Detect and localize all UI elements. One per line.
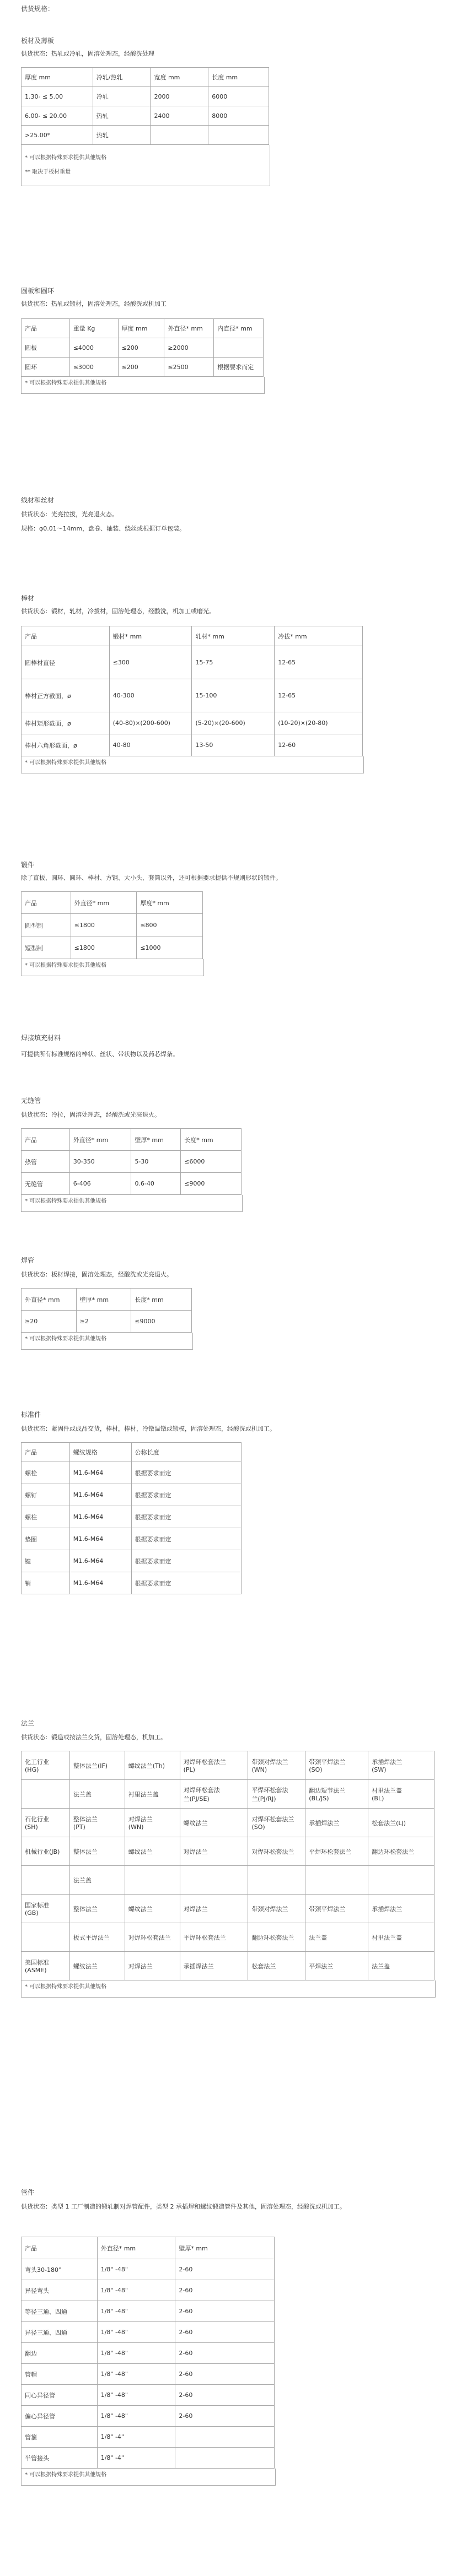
table-cell: 2-60 (175, 2322, 275, 2343)
table-cell: 弯头30-180° (22, 2259, 98, 2280)
table-cell: 热轧 (93, 106, 151, 126)
table-cell: 根据要求而定 (131, 1550, 241, 1572)
table-row (22, 2448, 275, 2469)
table-cell: 键 (22, 1550, 70, 1572)
table-header-cell: 外直径* mm (71, 892, 137, 914)
table-row (22, 2280, 275, 2301)
wire-desc-2: 规格：φ0.01～14mm，盘卷、轴装、绕丝或根据订单包装。 (21, 525, 186, 532)
table-row (22, 712, 363, 734)
pipefit-table (21, 2237, 275, 2469)
table-cell: ≥2 (76, 1311, 131, 1333)
table-cell: 12-65 (275, 679, 363, 712)
table-row (22, 2301, 275, 2322)
table-cell: ≤200 (118, 358, 164, 377)
pipefit-note: * 可以根据特殊要求提供其他规格 (21, 2469, 276, 2486)
table-header-cell: 螺纹规格 (69, 1443, 131, 1462)
table-cell: M1.6-M64 (69, 1528, 131, 1550)
table-cell: 松套法兰 (248, 1952, 305, 1980)
table-header-cell: 厚度 mm (22, 68, 93, 87)
table-cell: 管帽 (22, 2364, 98, 2385)
table-cell: 承插焊法兰 (180, 1952, 248, 1980)
pipefit-section (21, 2188, 440, 2486)
table-header-cell: 锻材* mm (109, 626, 192, 646)
table-cell: 带颈平焊法兰 (305, 1895, 368, 1923)
table-cell: 平焊环松套法兰 (180, 1923, 248, 1952)
table-header-cell: 厚度* mm (137, 892, 203, 914)
plate-heading: 板材及薄板 (21, 37, 55, 45)
table-cell: 1/8" -48" (97, 2259, 175, 2280)
table-row (22, 1484, 242, 1506)
plate-note-1: * 可以根据特殊要求提供其他规格 (25, 155, 107, 161)
table-cell: 对焊法兰 (125, 1952, 180, 1980)
table-cell: 平焊环松套法 兰(PJ/RJ) (248, 1780, 305, 1809)
table-header-cell: 公称长度 (131, 1443, 241, 1462)
table-header-cell: 外直径* mm (69, 1129, 131, 1151)
table-cell: 对焊环松套法兰 (PL) (180, 1751, 248, 1780)
plate-table (21, 67, 269, 145)
table-cell: 平焊环松套法兰 (305, 1837, 368, 1866)
table-cell: 圆棒材直径 (22, 646, 110, 679)
table-cell: 法兰盖 (368, 1952, 434, 1980)
pipefit-desc: 供货状态：类型 1 工厂制造的锻轧制对焊管配件，类型 2 承插焊和螺纹锻造管件及其他，固溶处理态，经酸洗或机加工。 (21, 2203, 346, 2210)
table-cell (368, 1866, 434, 1895)
seamless-heading: 无缝管 (21, 1097, 41, 1105)
table-row (22, 1311, 192, 1333)
table-cell: ≤300 (109, 646, 192, 679)
table-cell: M1.6-M64 (69, 1462, 131, 1484)
table-header-cell: 产品 (22, 1129, 70, 1151)
table-cell: 法兰盖 (69, 1866, 125, 1895)
flange-note: * 可以根据特殊要求提供其他规格 (21, 1980, 436, 1998)
table-cell: 对焊环松套法兰 (125, 1923, 180, 1952)
table-cell: 同心异径管 (22, 2385, 98, 2406)
table-row (22, 1506, 242, 1528)
table-cell: 40-300 (109, 679, 192, 712)
table-cell: 异径弯头 (22, 2280, 98, 2301)
table-row (22, 1895, 434, 1923)
flange-desc: 供货状态：锻造或按法兰交货，固溶处理态，机加工。 (21, 1734, 167, 1741)
welded-section (21, 1256, 440, 1350)
table-cell: ≤1000 (137, 937, 203, 959)
table-header-cell: 壁厚* mm (76, 1289, 131, 1311)
table-cell: 30-350 (69, 1151, 131, 1173)
table-cell: 翻边短节法兰 (BL/JS) (305, 1780, 368, 1809)
table-cell: ≤800 (137, 914, 203, 937)
table-cell: 5-30 (131, 1151, 181, 1173)
table-header-cell: 产品 (22, 1443, 70, 1462)
table-cell: 对焊法兰 (WN) (125, 1809, 180, 1837)
intro-title: 供货规格： (21, 5, 55, 13)
table-cell (214, 338, 264, 358)
table-cell: 板式平焊法兰 (69, 1923, 125, 1952)
table-cell: 2-60 (175, 2364, 275, 2385)
forging-table (21, 891, 203, 959)
table-cell: 8000 (208, 106, 269, 126)
table-cell: 1/8" -48" (97, 2364, 175, 2385)
disc-table (21, 318, 264, 377)
table-cell: M1.6-M64 (69, 1506, 131, 1528)
welding-heading: 焊接填充材料 (21, 1034, 61, 1042)
table-cell: 对焊法兰 (180, 1895, 248, 1923)
table-cell: (10-20)×(20-80) (275, 712, 363, 734)
table-cell: (5-20)×(20-600) (192, 712, 275, 734)
table-cell: ≤9000 (181, 1173, 242, 1195)
table-row (22, 2322, 275, 2343)
table-row (22, 338, 264, 358)
table-cell: 1.30- ≤ 5.00 (22, 87, 93, 106)
table-cell: ≤1800 (71, 937, 137, 959)
welded-heading: 焊管 (21, 1257, 35, 1264)
table-cell: >25.00* (22, 126, 93, 145)
table-cell: 1/8" -4" (97, 2427, 175, 2448)
table-cell: 根据要求而定 (131, 1572, 241, 1594)
table-cell: 对焊环松套法兰 (248, 1837, 305, 1866)
table-row (22, 1866, 434, 1895)
table-cell (22, 1923, 70, 1952)
table-row (22, 1528, 242, 1550)
table-cell: 1/8" -48" (97, 2343, 175, 2364)
table-cell: 衬里法兰盖 (368, 1923, 434, 1952)
table-cell (125, 1866, 180, 1895)
flange-table (21, 1751, 434, 1980)
welded-desc: 供货状态：板材焊接，固溶处理态，经酸洗或光亮退火。 (21, 1271, 173, 1278)
table-cell: 石化行业 (SH) (22, 1809, 70, 1837)
table-header-cell: 冷拔* mm (275, 626, 363, 646)
table-cell: 根据要求而定 (131, 1462, 241, 1484)
fastener-table (21, 1442, 242, 1594)
table-cell: 整体法兰(IF) (69, 1751, 125, 1780)
table-cell: 热轧 (93, 126, 151, 145)
table-cell: 偏心异径管 (22, 2406, 98, 2427)
table-cell: 美国标准 (ASME) (22, 1952, 70, 1980)
table-cell (22, 1866, 70, 1895)
table-cell: 带颈平焊法兰 (SO) (305, 1751, 368, 1780)
table-cell: 平焊法兰 (305, 1952, 368, 1980)
table-cell: (40-80)×(200-600) (109, 712, 192, 734)
table-cell: 衬里法兰盖 (BL) (368, 1780, 434, 1809)
table-cell: 翻边环松套法兰 (248, 1923, 305, 1952)
forging-desc: 除了直板、圆环、圆环、棒材、方钢、大小头、套筒以外，还可根据要求提供不规则形状的锻件。 (21, 874, 282, 881)
table-header-cell: 厚度 mm (118, 319, 164, 338)
table-cell: ≤2500 (164, 358, 214, 377)
table-row (22, 1572, 242, 1594)
table-cell: 40-80 (109, 734, 192, 756)
table-header-row (22, 1289, 192, 1311)
table-cell: 螺纹法兰 (125, 1837, 180, 1866)
table-header-cell: 冷轧/热轧 (93, 68, 151, 87)
table-cell: 短型制 (22, 937, 71, 959)
table-row (22, 106, 269, 126)
table-cell: M1.6-M64 (69, 1550, 131, 1572)
bar-table (21, 626, 363, 756)
table-cell: 圆板 (22, 338, 70, 358)
table-cell (151, 126, 208, 145)
table-cell: 6000 (208, 87, 269, 106)
table-cell: ≤200 (118, 338, 164, 358)
table-cell: 棒材矩形截面，ø (22, 712, 110, 734)
table-cell: 法兰盖 (69, 1780, 125, 1809)
table-cell (305, 1866, 368, 1895)
table-cell (208, 126, 269, 145)
table-cell: ≥20 (22, 1311, 77, 1333)
bar-note: * 可以根据特殊要求提供其他规格 (21, 756, 364, 773)
table-cell (22, 1780, 70, 1809)
table-cell: 2-60 (175, 2406, 275, 2427)
table-cell: 螺柱 (22, 1506, 70, 1528)
table-row (22, 2427, 275, 2448)
table-row (22, 1809, 434, 1837)
table-cell (175, 2448, 275, 2469)
bar-desc: 供货状态：锻材，轧材，冷拔材，固溶处理态，经酸洗，机加工或磨光。 (21, 608, 215, 615)
table-cell: 根据要求而定 (131, 1506, 241, 1528)
table-cell: 1/8" -48" (97, 2301, 175, 2322)
table-cell: 螺纹法兰 (69, 1952, 125, 1980)
table-header-cell: 产品 (22, 2237, 98, 2259)
table-cell: 承插焊法兰 (368, 1895, 434, 1923)
table-header-cell: 长度* mm (181, 1129, 242, 1151)
table-row (22, 914, 203, 937)
forging-note: * 可以根据特殊要求提供其他规格 (21, 959, 204, 976)
table-cell: 15-75 (192, 646, 275, 679)
disc-heading: 圆板和圆环 (21, 287, 55, 295)
table-row (22, 126, 269, 145)
table-cell: 承插焊法兰 (305, 1809, 368, 1837)
table-cell: 12-65 (275, 646, 363, 679)
table-row (22, 87, 269, 106)
table-cell: 螺纹法兰 (180, 1809, 248, 1837)
table-cell: 2-60 (175, 2280, 275, 2301)
disc-section (21, 286, 440, 394)
table-header-row (22, 626, 363, 646)
table-header-cell: 长度 mm (208, 68, 269, 87)
seamless-note: * 可以根据特殊要求提供其他规格 (21, 1195, 243, 1212)
table-header-cell: 壁厚* mm (175, 2237, 275, 2259)
table-row (22, 1462, 242, 1484)
table-row (22, 1751, 434, 1780)
wire-heading: 线材和丝材 (21, 496, 55, 504)
seamless-table (21, 1128, 242, 1195)
table-row (22, 734, 363, 756)
table-cell: 管箍 (22, 2427, 98, 2448)
bar-heading: 棒材 (21, 594, 35, 602)
table-cell: 整体法兰 (PT) (69, 1809, 125, 1837)
forging-section (21, 861, 440, 976)
table-row (22, 2385, 275, 2406)
table-cell: 1/8" -48" (97, 2406, 175, 2427)
table-cell: 法兰盖 (305, 1923, 368, 1952)
table-header-cell: 重量 Kg (69, 319, 118, 338)
table-row (22, 2406, 275, 2427)
table-row (22, 1952, 434, 1980)
wire-desc-1: 供货状态：光亮拉拔，光亮退火态。 (21, 511, 118, 518)
table-row (22, 1837, 434, 1866)
welding-desc: 可提供所有标准规格的棒状、丝状、带状物以及药芯焊条。 (21, 1051, 179, 1058)
table-cell: 无缝管 (22, 1173, 70, 1195)
table-cell: 15-100 (192, 679, 275, 712)
table-header-cell: 产品 (22, 626, 110, 646)
table-header-row (22, 1129, 242, 1151)
table-cell: 翻边 (22, 2343, 98, 2364)
table-row (22, 358, 264, 377)
table-cell: 根据要求而定 (131, 1484, 241, 1506)
table-cell: 衬里法兰盖 (125, 1780, 180, 1809)
table-row (22, 1173, 242, 1195)
table-row (22, 1780, 434, 1809)
welding-section (21, 1033, 440, 1062)
table-cell: 整体法兰 (69, 1837, 125, 1866)
table-row (22, 1923, 434, 1952)
welded-table (21, 1288, 192, 1333)
table-header-row (22, 1443, 242, 1462)
table-cell: 螺纹法兰 (125, 1895, 180, 1923)
table-row (22, 2364, 275, 2385)
table-cell: 棒材六角形截面，ø (22, 734, 110, 756)
table-cell: 机械行业(JB) (22, 1837, 70, 1866)
forging-heading: 锻件 (21, 861, 35, 869)
table-cell: 国家标准 (GB) (22, 1895, 70, 1923)
table-cell: 螺钉 (22, 1484, 70, 1506)
table-cell: 等径三通、四通 (22, 2301, 98, 2322)
plate-notes (21, 145, 270, 186)
table-row (22, 646, 363, 679)
table-cell (248, 1866, 305, 1895)
table-header-cell: 轧材* mm (192, 626, 275, 646)
disc-desc: 供货状态：热轧或锻材，固溶处理态，经酸洗或机加工 (21, 300, 167, 307)
plate-section (21, 36, 440, 186)
table-cell: 对焊环松套法 兰(PJ/SE) (180, 1780, 248, 1809)
table-cell: 根据要求而定 (214, 358, 264, 377)
table-header-cell: 产品 (22, 319, 70, 338)
table-cell: 2-60 (175, 2301, 275, 2322)
table-cell: 圆环 (22, 358, 70, 377)
table-row (22, 2343, 275, 2364)
plate-desc: 供货状态：热轧或冷轧，固溶处理态，经酸洗处理 (21, 50, 154, 57)
table-cell: 1/8" -48" (97, 2280, 175, 2301)
fastener-heading: 标准件 (21, 1411, 41, 1419)
bar-section (21, 594, 440, 773)
fastener-section (21, 1410, 440, 1594)
table-cell: 1/8" -48" (97, 2385, 175, 2406)
table-cell: 承插焊法兰 (SW) (368, 1751, 434, 1780)
table-cell: 棒材正方截面，ø (22, 679, 110, 712)
table-cell: 2-60 (175, 2343, 275, 2364)
table-header-cell: 产品 (22, 892, 71, 914)
table-cell: ≤3000 (69, 358, 118, 377)
table-cell: 2400 (151, 106, 208, 126)
table-cell: 1/8" -4" (97, 2448, 175, 2469)
seamless-desc: 供货状态：冷拉，固溶处理态，经酸洗或光亮退火。 (21, 1111, 160, 1118)
table-header-row (22, 892, 203, 914)
table-cell: 带颈对焊法兰 (WN) (248, 1751, 305, 1780)
table-cell: 垫圈 (22, 1528, 70, 1550)
table-header-row (22, 319, 264, 338)
table-cell: 销 (22, 1572, 70, 1594)
fastener-desc: 供货状态：紧固件或成品交货，棒材，棒材，冷镦温镦或锻模，固溶处理态，经酸洗或机加工。 (21, 1425, 276, 1432)
intro (21, 4, 440, 18)
seamless-section (21, 1096, 440, 1212)
flange-section (21, 1719, 440, 1998)
table-cell: ≤1800 (71, 914, 137, 937)
table-cell: 根据要求而定 (131, 1528, 241, 1550)
wire-section (21, 496, 440, 537)
table-header-row (22, 2237, 275, 2259)
table-cell: ≤4000 (69, 338, 118, 358)
table-row (22, 1550, 242, 1572)
table-header-cell: 宽度 mm (151, 68, 208, 87)
table-cell (175, 2427, 275, 2448)
table-cell: 带颈对焊法兰 (248, 1895, 305, 1923)
table-cell: 6.00- ≤ 20.00 (22, 106, 93, 126)
table-cell: 松套法兰(LJ) (368, 1809, 434, 1837)
table-cell: M1.6-M64 (69, 1484, 131, 1506)
table-cell: ≤9000 (131, 1311, 192, 1333)
table-cell: M1.6-M64 (69, 1572, 131, 1594)
table-cell: 热管 (22, 1151, 70, 1173)
table-cell: 2-60 (175, 2259, 275, 2280)
table-cell: 2-60 (175, 2385, 275, 2406)
welded-note: * 可以根据特殊要求提供其他规格 (21, 1333, 193, 1350)
table-row (22, 679, 363, 712)
table-header-cell: 外直径* mm (22, 1289, 77, 1311)
table-header-cell: 外直径* mm (164, 319, 214, 338)
table-cell: 异径三通、四通 (22, 2322, 98, 2343)
table-cell (180, 1866, 248, 1895)
table-cell: 2000 (151, 87, 208, 106)
flange-heading: 法兰 (21, 1719, 35, 1727)
table-header-cell: 外直径* mm (97, 2237, 175, 2259)
table-cell: 对焊环松套法兰(SO) (248, 1809, 305, 1837)
table-row (22, 937, 203, 959)
table-cell: ≤6000 (181, 1151, 242, 1173)
table-row (22, 1151, 242, 1173)
plate-note-2: ** 取决于板材重量 (25, 169, 71, 175)
table-cell: 13-50 (192, 734, 275, 756)
table-cell: 6-406 (69, 1173, 131, 1195)
table-cell: 化工行业 (HG) (22, 1751, 70, 1780)
table-cell: 螺纹法兰(Th) (125, 1751, 180, 1780)
table-header-row (22, 68, 269, 87)
table-cell: 圆型制 (22, 914, 71, 937)
table-header-cell: 壁厚* mm (131, 1129, 181, 1151)
table-header-cell: 内直径* mm (214, 319, 264, 338)
table-cell: 翻边环松套法兰 (368, 1837, 434, 1866)
pipefit-heading: 管件 (21, 2189, 35, 2196)
table-cell: 12-60 (275, 734, 363, 756)
table-cell: 半管接头 (22, 2448, 98, 2469)
table-row (22, 2259, 275, 2280)
table-header-cell: 长度* mm (131, 1289, 192, 1311)
table-cell: ≥2000 (164, 338, 214, 358)
table-cell: 螺栓 (22, 1462, 70, 1484)
table-cell: 1/8" -48" (97, 2322, 175, 2343)
disc-note: * 可以根据特殊要求提供其他规格 (21, 377, 265, 394)
table-cell: 对焊法兰 (180, 1837, 248, 1866)
table-cell: 冷轧 (93, 87, 151, 106)
table-cell: 整体法兰 (69, 1895, 125, 1923)
table-cell: 0.6-40 (131, 1173, 181, 1195)
